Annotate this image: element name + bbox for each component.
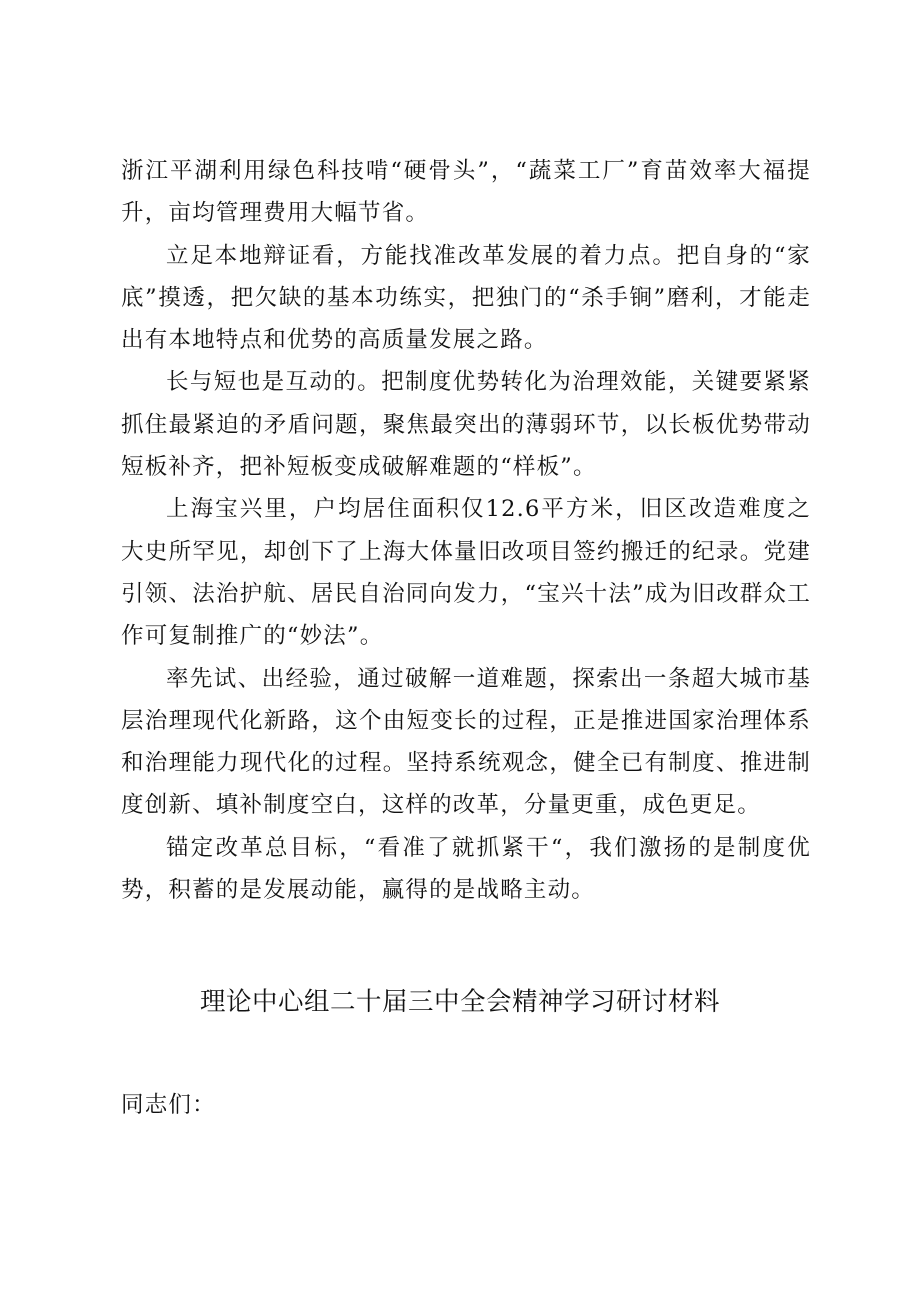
- paragraph-5: 率先试、出经验，通过破解一道难题，探索出一条超大城市基层治理现代化新路，这个由短变长的过程，正是推进国家治理体系和治理能力现代化的过程。坚持系统观念，健全已有制度、推进制度创新、填补制度空白，这样的改革，分量更重，成色更足。: [121, 665, 811, 819]
- salutation: 同志们：: [121, 1092, 216, 1118]
- body-text: [121, 150, 811, 911]
- paragraph-6: 锚定改革总目标，“看准了就抓紧干“，我们激扬的是制度优势，积蓄的是发展动能，赢得的是战略主动。: [121, 834, 811, 904]
- paragraph-3: 长与短也是互动的。把制度优势转化为治理效能，关键要紧紧抓住最紧迫的矛盾问题，聚焦最突出的薄弱环节，以长板优势带动短板补齐，把补短板变成破解难题的“样板”。: [121, 369, 811, 481]
- paragraph-4: 上海宝兴里，户均居住面积仅12.6平方米，旧区改造难度之大史所罕见，却创下了上海大体量旧改项目签约搬迁的纪录。党建引领、法治护航、居民自治同向发力，“宝兴十法”成为旧改群众工作可复制推广的“妙法”。: [121, 496, 811, 650]
- paragraph-2: 立足本地辩证看，方能找准改革发展的着力点。把自身的“家底”摸透，把欠缺的基本功练实，把独门的“杀手锏”磨利，才能走出有本地特点和优势的高质量发展之路。: [121, 242, 811, 354]
- paragraph-1: 浙江平湖利用绿色科技啃“硬骨头”，“蔬菜工厂”育苗效率大福提升，亩均管理费用大幅节省。: [121, 158, 811, 227]
- document-heading: 理论中心组二十届三中全会精神学习研讨材料: [199, 987, 720, 1017]
